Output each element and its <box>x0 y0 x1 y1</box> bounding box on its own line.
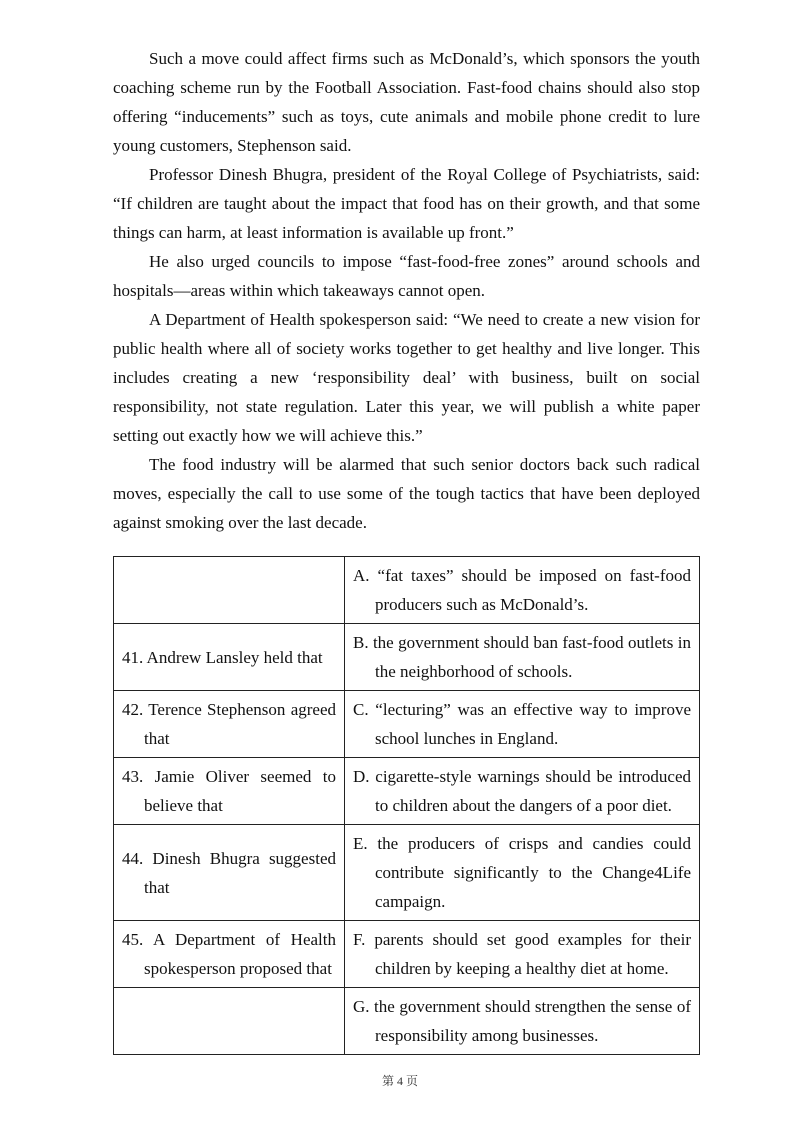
statement-45: 45. A Department of Health spokesperson proposed that <box>122 930 336 978</box>
statement-cell <box>114 825 345 921</box>
option-d: D. cigarette-style warnings should be introduced to children about the dangers of a poor diet. <box>353 767 691 815</box>
option-b: B. the government should ban fast-food outlets in the neighborhood of schools. <box>353 633 691 681</box>
statement-42: 42. Terence Stephenson agreed that <box>122 700 336 748</box>
table-row <box>114 825 700 921</box>
statement-cell <box>114 624 345 691</box>
paragraph: He also urged councils to impose “fast-food-free zones” around schools and hospitals—areas within which takeaways cannot open. <box>113 252 700 300</box>
option-cell <box>345 557 700 624</box>
statement-44: 44. Dinesh Bhugra suggested that <box>122 848 336 897</box>
option-f: F. parents should set good examples for their children by keeping a healthy diet at home. <box>353 930 691 978</box>
paragraph: A Department of Health spokesperson said: “We need to create a new vision for public health where all of society works together to get healthy and live longer. This includes creating a new ‘responsibility deal’ with business, built on social responsibility, not state regulation. Later this year, we will publish a white paper setting out exactly how we will achieve this.” <box>113 310 700 445</box>
table-row <box>114 624 700 691</box>
page-number: 第 4 页 <box>381 1074 418 1088</box>
statement-cell <box>114 988 345 1055</box>
paragraph: Such a move could affect firms such as McDonald’s, which sponsors the youth coaching scheme run by the Football Association. Fast-food chains should also stop offering “inducements” such as toys, cute animals and mobile phone credit to lure young customers, Stephenson said. <box>113 49 700 155</box>
table-row <box>114 921 700 988</box>
option-e: E. the producers of crisps and candies could contribute significantly to the Change4Life campaign. <box>353 834 691 911</box>
option-g: G. the government should strengthen the sense of responsibility among businesses. <box>353 997 691 1045</box>
option-cell <box>345 825 700 921</box>
paragraph: Professor Dinesh Bhugra, president of the Royal College of Psychiatrists, said: “If children are taught about the impact that food has on their growth, and that some things can harm, at least information is available up front.” <box>113 165 700 242</box>
matching-table <box>113 556 700 1055</box>
statement-cell <box>114 557 345 624</box>
statement-43: 43. Jamie Oliver seemed to believe that <box>122 767 336 815</box>
option-cell <box>345 691 700 758</box>
statement-41: 41. Andrew Lansley held that <box>122 647 323 667</box>
option-cell <box>345 758 700 825</box>
option-c: C. “lecturing” was an effective way to improve school lunches in England. <box>353 700 691 748</box>
table-row <box>114 557 700 624</box>
option-a: A. “fat taxes” should be imposed on fast-food producers such as McDonald’s. <box>353 566 691 614</box>
option-cell <box>345 921 700 988</box>
option-cell <box>345 624 700 691</box>
statement-cell <box>114 921 345 988</box>
table-row <box>114 988 700 1055</box>
statement-cell <box>114 758 345 825</box>
paragraph: The food industry will be alarmed that such senior doctors back such radical moves, especially the call to use some of the tough tactics that have been deployed against smoking over the last decade. <box>113 455 700 532</box>
table-row <box>114 691 700 758</box>
table-row <box>114 758 700 825</box>
option-cell <box>345 988 700 1055</box>
article-body <box>113 44 700 537</box>
statement-cell <box>114 691 345 758</box>
